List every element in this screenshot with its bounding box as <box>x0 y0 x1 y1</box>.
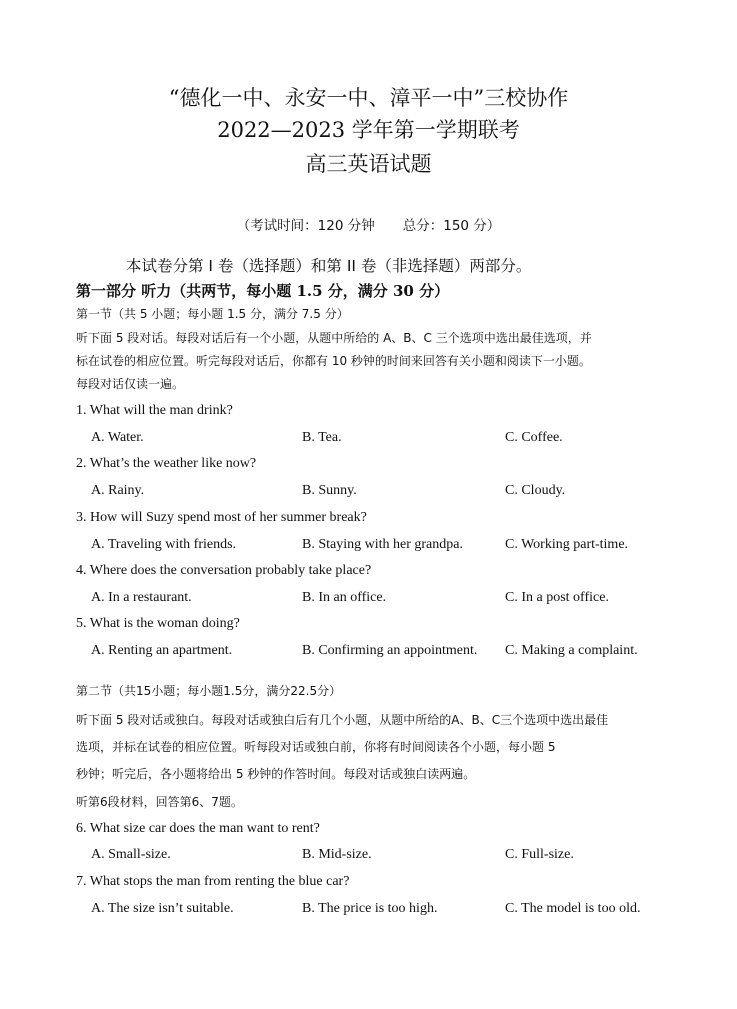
section2-instruction: 秒钟；听完后，各小题将给出 5 秒钟的作答时间。每段对话或独白读两遍。 <box>76 767 476 781</box>
option-b: B. The price is too high. <box>302 901 438 916</box>
option-c: C. Working part-time. <box>505 537 629 552</box>
exam-title-subject: 高三英语试题 <box>305 152 432 176</box>
question-text: 4. Where does the conversation probably take place? <box>76 563 372 578</box>
option-a: A. Renting an apartment. <box>91 643 233 658</box>
question-text: 2. What’s the weather like now? <box>76 456 257 471</box>
option-c: C. Cloudy. <box>505 483 566 498</box>
material-note: 听第6段材料，回答第6、7题。 <box>76 795 243 809</box>
section2-instruction: 听下面 5 段对话或独白。每段对话或独白后有几个小题，从题中所给的A、B、C三个选项中选出最佳 <box>76 713 609 727</box>
option-c: C. The model is too old. <box>505 901 641 916</box>
question-text: 3. How will Suzy spend most of her summer break? <box>76 510 367 525</box>
option-a: A. Traveling with friends. <box>91 537 237 552</box>
part1-heading: 第一部分 听力（共两节，每小题 1.5 分，满分 30 分） <box>76 282 450 300</box>
paper-intro: 本试卷分第 I 卷（选择题）和第 II 卷（非选择题）两部分。 <box>126 257 532 275</box>
option-a: A. Rainy. <box>91 483 145 498</box>
option-a: A. The size isn’t suitable. <box>91 901 234 916</box>
question-text: 5. What is the woman doing? <box>76 616 240 631</box>
option-a: A. In a restaurant. <box>91 590 192 605</box>
section2-heading: 第二节（共15小题；每小题1.5分，满分22.5分） <box>76 684 342 698</box>
section1-instruction: 听下面 5 段对话。每段对话后有一个小题，从题中所给的 A、B、C 三个选项中选出最佳选项，并 <box>76 331 592 345</box>
exam-title-term: 2022—2023 学年第一学期联考 <box>217 118 520 142</box>
section1-instruction: 每段对话仅读一遍。 <box>76 377 185 391</box>
total-score: 总分：150 分） <box>402 218 501 234</box>
option-a: A. Small-size. <box>91 847 171 862</box>
option-b: B. Tea. <box>302 430 342 445</box>
option-c: C. Making a complaint. <box>505 643 638 658</box>
question-text: 1. What will the man drink? <box>76 403 233 418</box>
section1-heading: 第一节（共 5 小题；每小题 1.5 分，满分 7.5 分） <box>76 307 349 321</box>
section2-instruction: 选项，并标在试卷的相应位置。听每段对话或独白前，你将有时间阅读各个小题，每小题 5 <box>76 740 556 754</box>
question-text: 7. What stops the man from renting the blue car? <box>76 874 350 889</box>
section1-instruction: 标在试卷的相应位置。听完每段对话后，你都有 10 秒钟的时间来回答有关小题和阅读下一小题。 <box>76 354 591 368</box>
exam-time: （考试时间：120 分钟 <box>236 218 375 234</box>
question-text: 6. What size car does the man want to rent? <box>76 821 320 836</box>
option-c: C. In a post office. <box>505 590 609 605</box>
option-b: B. In an office. <box>302 590 387 605</box>
option-b: B. Confirming an appointment. <box>302 643 478 658</box>
exam-meta <box>0 216 737 236</box>
option-c: C. Full-size. <box>505 847 574 862</box>
option-b: B. Mid-size. <box>302 847 372 862</box>
option-c: C. Coffee. <box>505 430 563 445</box>
option-a: A. Water. <box>91 430 144 445</box>
option-b: B. Staying with her grandpa. <box>302 537 463 552</box>
option-b: B. Sunny. <box>302 483 357 498</box>
exam-title-schools: “德化一中、永安一中、漳平一中”三校协作 <box>168 86 569 110</box>
